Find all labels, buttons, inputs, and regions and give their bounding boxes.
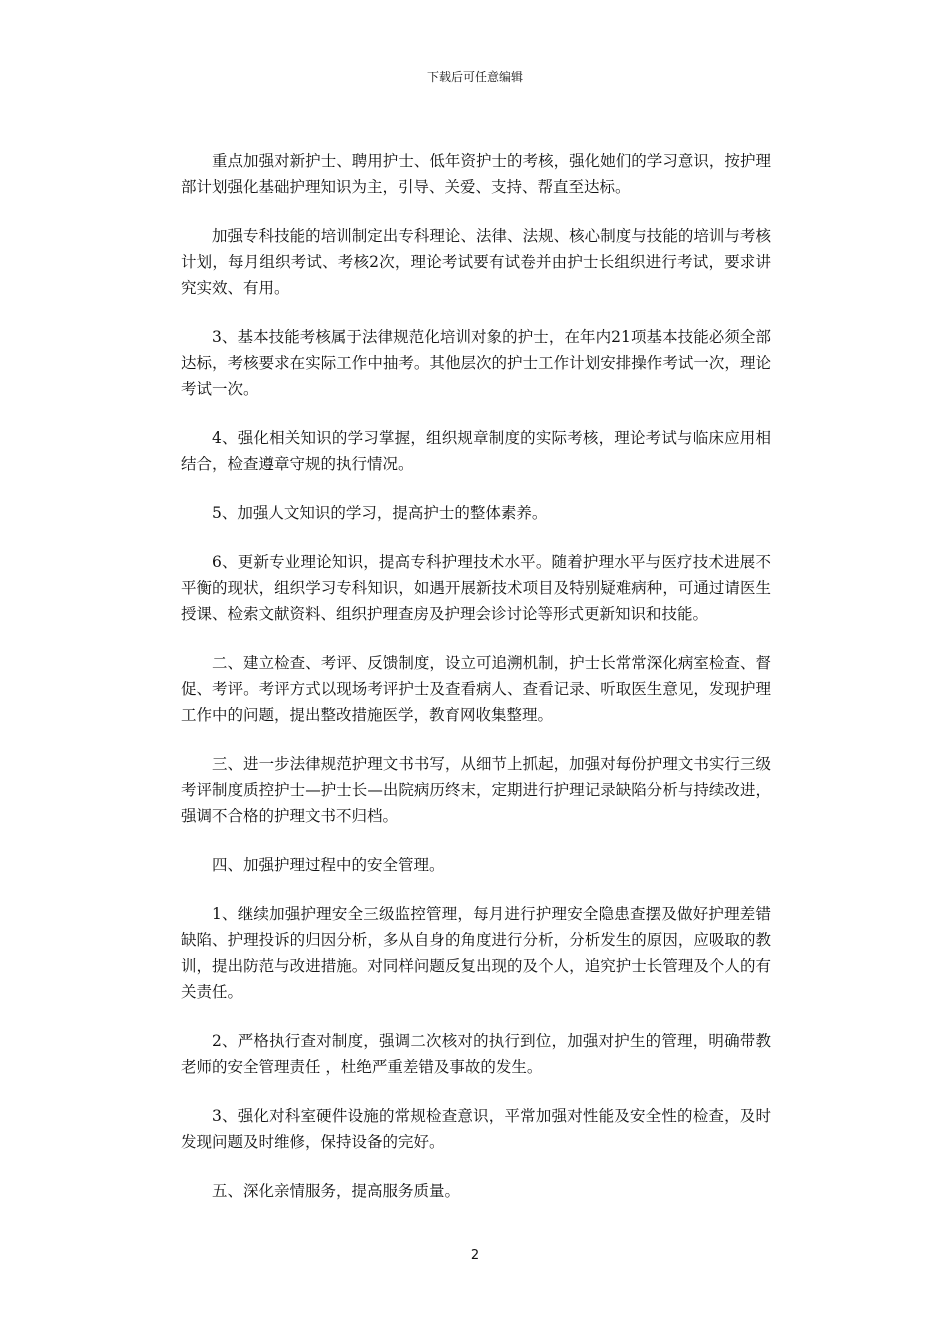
header-note: 下载后可任意编辑 bbox=[426, 70, 523, 84]
paragraph: 二、建立检查、考评、反馈制度，设立可追溯机制，护士长常常深化病室检查、督促、考评。考评方式以现场考评护士及查看病人、查看记录、听取医生意见，发现护理工作中的问题，提出整改措施医学，教育网收集整理。 bbox=[181, 654, 771, 724]
paragraph: 3、基本技能考核属于法律规范化培训对象的护士，在年内21项基本技能必须全部达标，考核要求在实际工作中抽考。其他层次的护士工作计划安排操作考试一次，理论考试一次。 bbox=[181, 328, 771, 398]
paragraph: 5、加强人文知识的学习，提高护士的整体素养。 bbox=[212, 504, 548, 522]
section-heading: 五、深化亲情服务，提高服务质量。 bbox=[212, 1182, 461, 1200]
page-number: 2 bbox=[470, 1248, 480, 1263]
paragraph: 6、更新专业理论知识，提高专科护理技术水平。随着护理水平与医疗技术进展不平衡的现状，组织学习专科知识，如遇开展新技术项目及特别疑难病种，可通过请医生授课、检索文献资料、组织护理查房及护理会诊讨论等形式更新知识和技能。 bbox=[181, 553, 771, 623]
paragraph: 2、严格执行查对制度，强调二次核对的执行到位，加强对护生的管理，明确带教老师的安全管理责任 ，杜绝严重差错及事故的发生。 bbox=[181, 1032, 771, 1076]
document-body bbox=[181, 148, 771, 1227]
paragraph: 重点加强对新护士、聘用护士、低年资护士的考核，强化她们的学习意识，按护理部计划强化基础护理知识为主，引导、关爱、支持、帮直至达标。 bbox=[181, 152, 771, 196]
paragraph: 三、进一步法律规范护理文书书写，从细节上抓起，加强对每份护理文书实行三级考评制度质控护士—护士长—出院病历终末，定期进行护理记录缺陷分析与持续改进，强调不合格的护理文书不归档。 bbox=[181, 755, 771, 825]
paragraph: 1、继续加强护理安全三级监控管理，每月进行护理安全隐患查摆及做好护理差错缺陷、护理投诉的归因分析，多从自身的角度进行分析，分析发生的原因，应吸取的教训，提出防范与改进措施。对同样问题反复出现的及个人，追究护士长管理及个人的有关责任。 bbox=[181, 905, 771, 1001]
paragraph: 加强专科技能的培训制定出专科理论、法律、法规、核心制度与技能的培训与考核计划，每月组织考试、考核2次，理论考试要有试卷并由护士长组织进行考试，要求讲究实效、有用。 bbox=[181, 227, 771, 297]
section-heading: 四、加强护理过程中的安全管理。 bbox=[212, 856, 445, 874]
paragraph: 4、强化相关知识的学习掌握，组织规章制度的实际考核，理论考试与临床应用相结合，检查遵章守规的执行情况。 bbox=[181, 429, 771, 473]
paragraph: 3、强化对科室硬件设施的常规检查意识，平常加强对性能及安全性的检查，及时发现问题及时维修，保持设备的完好。 bbox=[181, 1107, 771, 1151]
